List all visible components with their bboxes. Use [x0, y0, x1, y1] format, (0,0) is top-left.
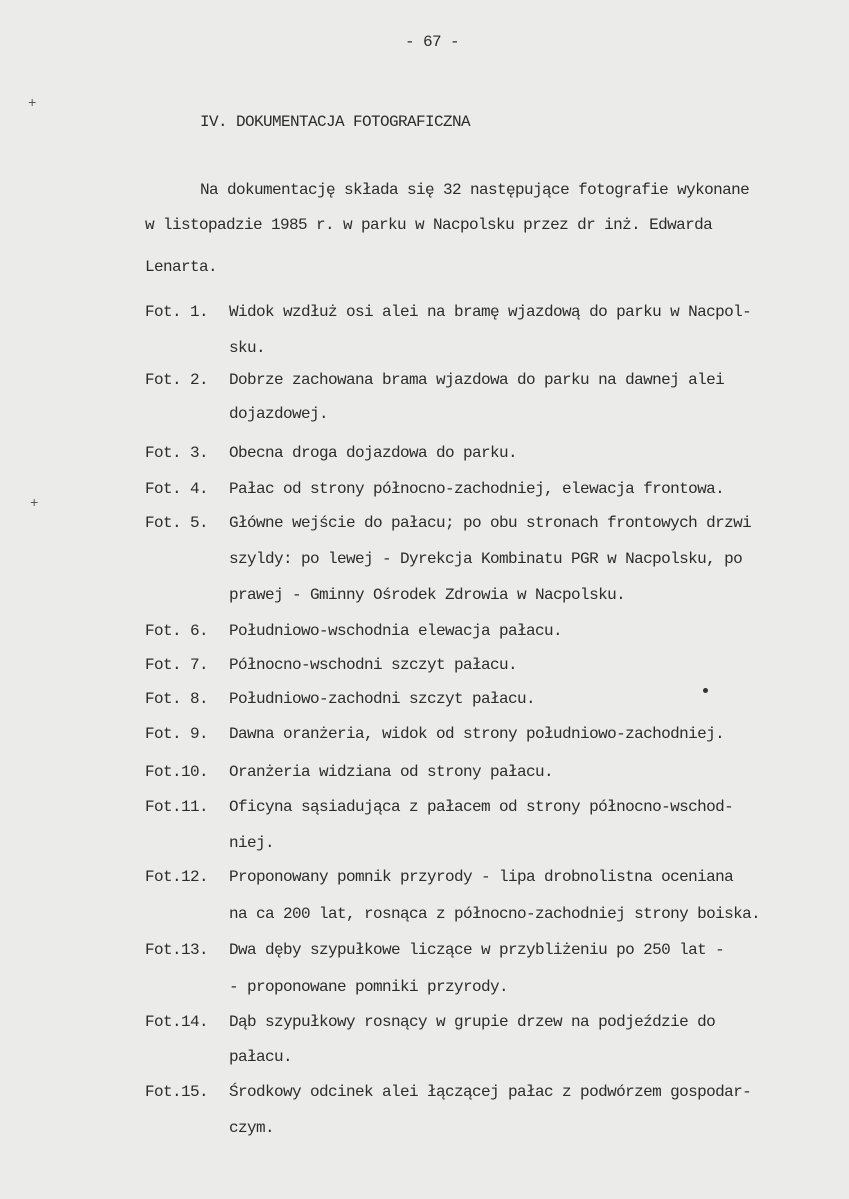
photo-number: Fot. 3.: [145, 444, 209, 462]
photo-description: Dąb szypułkowy rosnący w grupie drzew na podjeździe do: [229, 1013, 716, 1031]
photo-description: Środkowy odcinek alei łączącej pałac z podwórzem gospodar-: [229, 1083, 752, 1101]
photo-number: Fot.14.: [145, 1013, 209, 1031]
photo-number: Fot.15.: [145, 1083, 209, 1101]
photo-description: Oranżeria widziana od strony pałacu.: [229, 763, 554, 781]
photo-description: Oficyna sąsiadująca z pałacem od strony północno-wschod-: [229, 798, 734, 816]
photo-number: Fot. 4.: [145, 480, 209, 498]
photo-number: Fot. 9.: [145, 725, 209, 743]
photo-description: prawej - Gminny Ośrodek Zdrowia w Nacpolsku.: [229, 586, 626, 604]
photo-description: czym.: [229, 1119, 275, 1137]
photo-number: Fot. 7.: [145, 656, 209, 674]
photo-number: Fot.13.: [145, 941, 209, 959]
photo-number: Fot. 5.: [145, 514, 209, 532]
ink-spot: [703, 688, 708, 693]
photo-description: Obecna droga dojazdowa do parku.: [229, 444, 518, 462]
intro-line: Lenarta.: [145, 258, 218, 276]
section-title: IV. DOKUMENTACJA FOTOGRAFICZNA: [200, 113, 471, 131]
photo-number: Fot.12.: [145, 868, 209, 886]
page-number: - 67 -: [405, 33, 460, 51]
photo-description: Dobrze zachowana brama wjazdowa do parku na dawnej alei: [229, 371, 725, 389]
photo-description: Dawna oranżeria, widok od strony południowo-zachodniej.: [229, 725, 725, 743]
photo-number: Fot. 2.: [145, 371, 209, 389]
photo-description: Południowo-wschodnia elewacja pałacu.: [229, 622, 563, 640]
photo-description: pałacu.: [229, 1048, 293, 1066]
intro-line: w listopadzie 1985 r. w parku w Nacpolsku przez dr inż. Edwarda: [145, 216, 713, 234]
photo-description: Widok wzdłuż osi alei na bramę wjazdową do parku w Nacpol-: [229, 303, 752, 321]
intro-line: Na dokumentację składa się 32 następujące fotografie wykonane: [200, 181, 750, 199]
photo-description: Północno-wschodni szczyt pałacu.: [229, 656, 518, 674]
punch-mark: +: [30, 496, 39, 512]
photo-number: Fot. 6.: [145, 622, 209, 640]
photo-description: Proponowany pomnik przyrody - lipa drobnolistna oceniana: [229, 868, 734, 886]
photo-number: Fot.11.: [145, 798, 209, 816]
photo-description: - proponowane pomniki przyrody.: [229, 978, 509, 996]
punch-mark: +: [28, 96, 37, 112]
photo-description: niej.: [229, 834, 275, 852]
photo-number: Fot. 1.: [145, 303, 209, 321]
photo-description: sku.: [229, 339, 266, 357]
photo-description: Główne wejście do pałacu; po obu stronach frontowych drzwi: [229, 514, 752, 532]
photo-description: na ca 200 lat, rosnąca z północno-zachodniej strony boiska.: [229, 905, 761, 923]
photo-description: Pałac od strony północno-zachodniej, elewacja frontowa.: [229, 480, 725, 498]
photo-description: szyldy: po lewej - Dyrekcja Kombinatu PGR w Nacpolsku, po: [229, 550, 743, 568]
photo-description: Południowo-zachodni szczyt pałacu.: [229, 690, 536, 708]
photo-description: Dwa dęby szypułkowe liczące w przybliżeniu po 250 lat -: [229, 941, 725, 959]
photo-description: dojazdowej.: [229, 405, 329, 423]
photo-number: Fot. 8.: [145, 690, 209, 708]
photo-number: Fot.10.: [145, 763, 209, 781]
